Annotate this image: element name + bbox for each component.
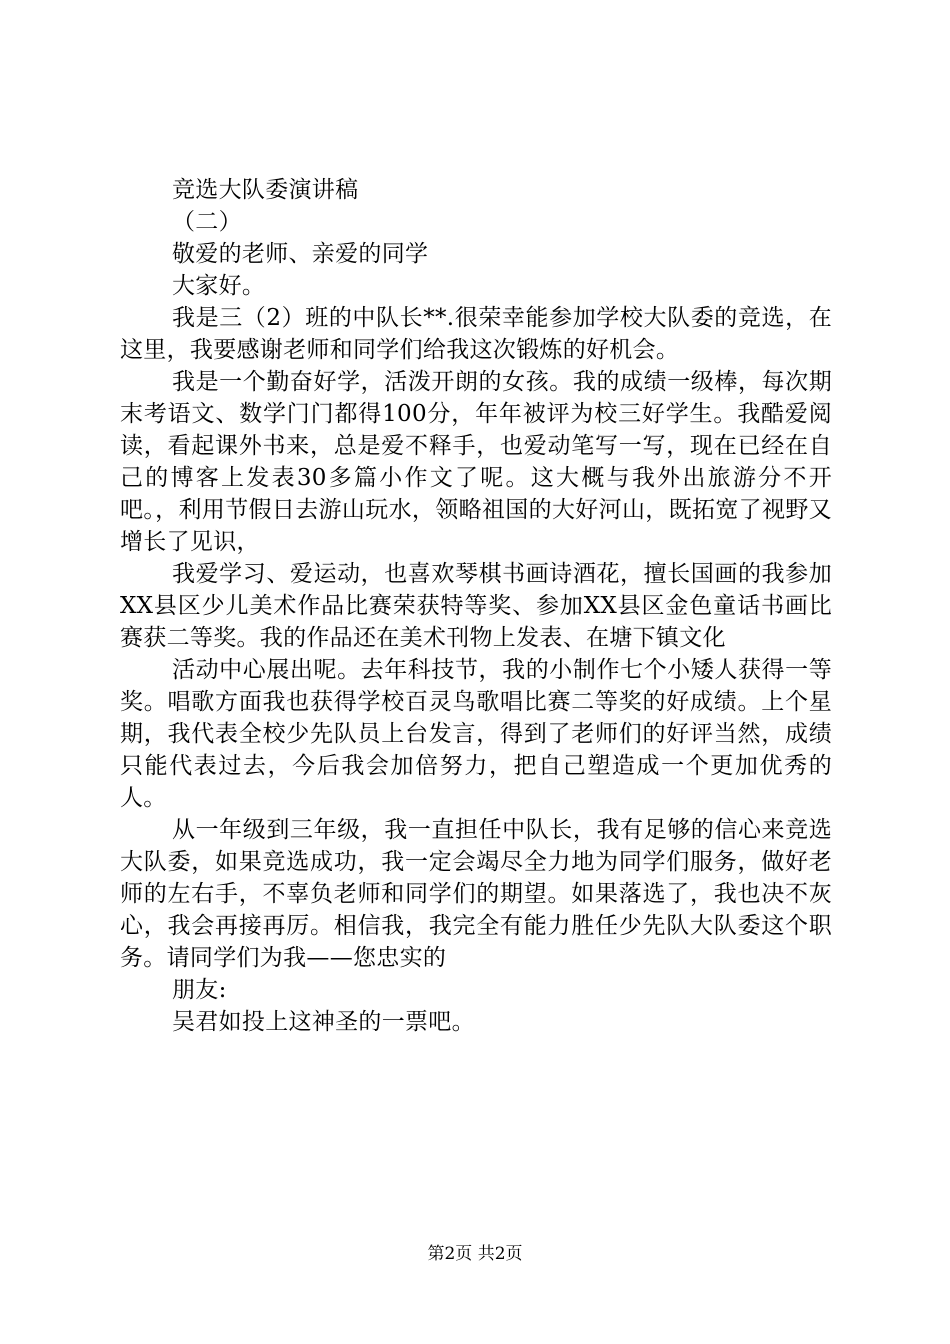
document-title: 竞选大队委演讲稿 xyxy=(172,177,359,203)
paragraph-2: 我是一个勤奋好学，活泼开朗的女孩。我的成绩一级棒，每次期末考语文、数学门门都得100分，年年被评为校三好学生。我酷爱阅读，看起课外书来，总是爱不释手，也爱动笔写一写，现在已经在自己的博客上发表30多篇小作文了呢。这大概与我外出旅游分不开吧。，利用节假日去游山玩水，领略祖国的大好河山，既拓宽了视野又增长了见识， xyxy=(120,369,832,555)
closing-line-2: 吴君如投上这神圣的一票吧。 xyxy=(172,1009,475,1035)
closing-line-1: 朋友: xyxy=(172,977,227,1003)
paragraph-4: 活动中心展出呢。去年科技节，我的小制作七个小矮人获得一等奖。唱歌方面我也获得学校百灵鸟歌唱比赛二等奖的好成绩。上个星期，我代表全校少先队员上台发言，得到了老师们的好评当然，成绩只能代表过去，今后我会加倍努力，把自己塑造成一个更加优秀的人。 xyxy=(120,657,832,811)
salutation: 敬爱的老师、亲爱的同学 xyxy=(172,241,429,267)
page-footer: 第2页 共2页 xyxy=(427,1244,523,1264)
paragraph-1: 我是三（2）班的中队长**.很荣幸能参加学校大队委的竞选，在这里，我要感谢老师和同学们给我这次锻炼的好机会。 xyxy=(120,305,832,363)
greeting: 大家好。 xyxy=(172,273,266,299)
document-subtitle: （二） xyxy=(172,209,242,235)
paragraph-5: 从一年级到三年级，我一直担任中队长，我有足够的信心来竞选大队委，如果竞选成功，我一定会竭尽全力地为同学们服务，做好老师的左右手，不辜负老师和同学们的期望。如果落选了，我也决不灰心，我会再接再厉。相信我，我完全有能力胜任少先队大队委这个职务。请同学们为我——您忠实的 xyxy=(120,817,832,971)
document-body xyxy=(120,174,832,1038)
paragraph-3: 我爱学习、爱运动，也喜欢琴棋书画诗酒花，擅长国画的我参加XX县区少儿美术作品比赛荣获特等奖、参加XX县区金色童话书画比赛获二等奖。我的作品还在美术刊物上发表、在塘下镇文化 xyxy=(120,561,832,651)
